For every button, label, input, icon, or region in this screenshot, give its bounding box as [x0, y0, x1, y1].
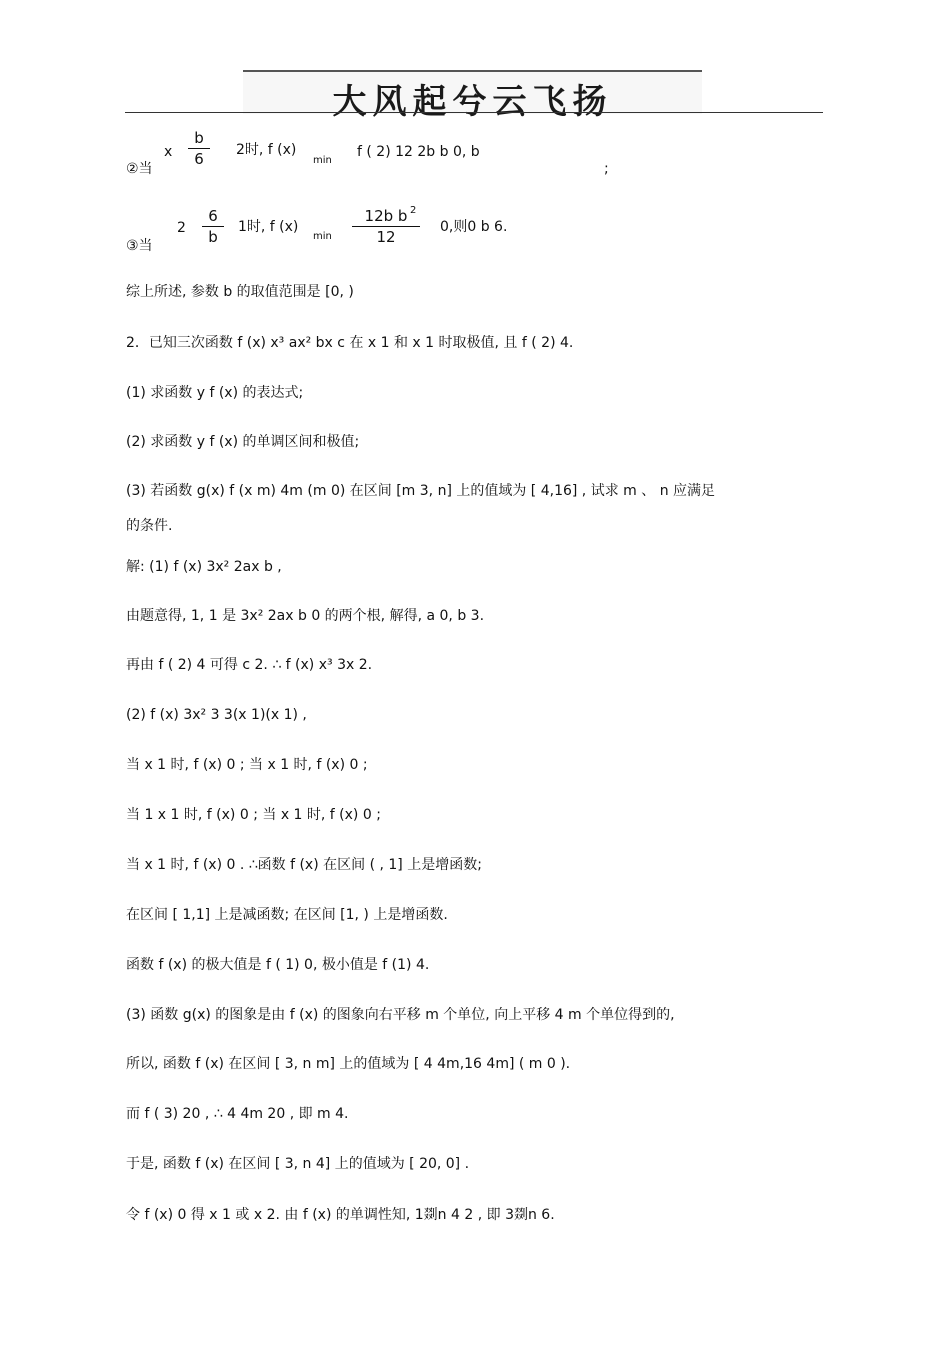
- case-2-result: f ( 2) 12 2b b 0, b: [357, 144, 480, 160]
- min-subscript: min: [313, 231, 332, 242]
- solution-3-range: 所以, 函数 f (x) 在区间 [ 3, n m] 上的值域为 [ 4 4m,16 4m] ( m 0 ).: [126, 1056, 571, 1072]
- square-superscript: 2: [410, 205, 417, 216]
- case-3-two: 2: [177, 220, 186, 236]
- solution-2-extrema: 函数 f (x) 的极大值是 f ( 1) 0, 极小值是 f (1) 4.: [126, 957, 430, 973]
- min-subscript: min: [313, 155, 332, 166]
- fraction-numerator: 6: [208, 207, 218, 225]
- case-3-label: ③当: [126, 238, 153, 254]
- solution-3-m-value: 而 f ( 3) 20 , ∴ 4 4m 20 , 即 m 4.: [126, 1106, 349, 1122]
- header-banner: [243, 70, 702, 122]
- case-3-condition: 1时, f (x): [238, 219, 299, 235]
- solution-2-intervals: 在区间 [ 1,1] 上是减函数; 在区间 [1, ) 上是增函数.: [126, 907, 448, 923]
- solution-2-sign-1: 当 x 1 时, f (x) 0 ; 当 x 1 时, f (x) 0 ;: [126, 757, 368, 773]
- problem-2-statement: 2．已知三次函数 f (x) x³ ax² bx c 在 x 1 和 x 1 时取极值, 且 f ( 2) 4.: [126, 335, 574, 351]
- header-divider: [125, 112, 823, 113]
- banner-title: 大风起兮云飞扬: [332, 82, 613, 122]
- solution-1-derivative: 解: (1) f (x) 3x² 2ax b ,: [126, 559, 282, 575]
- fraction-numerator: 12b b: [364, 207, 408, 225]
- fraction-denominator: 12: [352, 226, 420, 247]
- case-2-semicolon: ;: [604, 161, 609, 177]
- fraction-6-over-b: [202, 206, 224, 247]
- solution-1-result: 再由 f ( 2) 4 可得 c 2. ∴ f (x) x³ 3x 2.: [126, 657, 373, 673]
- case-2-label: ②当: [126, 161, 153, 177]
- question-3: (3) 若函数 g(x) f (x m) 4m (m 0) 在区间 [m 3, n] 上的值域为 [ 4,16] , 试求 m 、 n 应满足: [126, 483, 716, 499]
- question-3-cont: 的条件.: [126, 518, 173, 534]
- solution-2-sign-2: 当 1 x 1 时, f (x) 0 ; 当 x 1 时, f (x) 0 ;: [126, 807, 381, 823]
- fraction-denominator: b: [202, 226, 224, 247]
- question-2: (2) 求函数 y f (x) 的单调区间和极值;: [126, 434, 360, 450]
- solution-2-factor: (2) f (x) 3x² 3 3(x 1)(x 1) ,: [126, 707, 307, 723]
- solution-2-increasing: 当 x 1 时, f (x) 0 . ∴函数 f (x) 在区间 ( , 1] 上是增函数;: [126, 857, 482, 873]
- solution-1-roots: 由题意得, 1, 1 是 3x² 2ax b 0 的两个根, 解得, a 0, b 3.: [126, 608, 485, 624]
- case-2-condition: 2时, f (x): [236, 142, 297, 158]
- solution-3-n-condition: 令 f (x) 0 得 x 1 或 x 2. 由 f (x) 的单调性知, 1剟n 4 2 , 即 3剟n 6.: [126, 1207, 555, 1223]
- solution-3-new-range: 于是, 函数 f (x) 在区间 [ 3, n 4] 上的值域为 [ 20, 0] .: [126, 1156, 470, 1172]
- solution-3-translation: (3) 函数 g(x) 的图象是由 f (x) 的图象向右平移 m 个单位, 向上平移 4 m 个单位得到的,: [126, 1007, 675, 1023]
- question-1: (1) 求函数 y f (x) 的表达式;: [126, 385, 304, 401]
- case-2-x: x: [164, 144, 173, 160]
- conclusion-line: 综上所述, 参数 b 的取值范围是 [0, ): [126, 284, 354, 300]
- fraction-numerator: b: [194, 129, 204, 147]
- fraction-b-over-6: [188, 128, 210, 169]
- fraction-denominator: 6: [188, 148, 210, 169]
- case-3-result: 0,则0 b 6.: [440, 219, 508, 235]
